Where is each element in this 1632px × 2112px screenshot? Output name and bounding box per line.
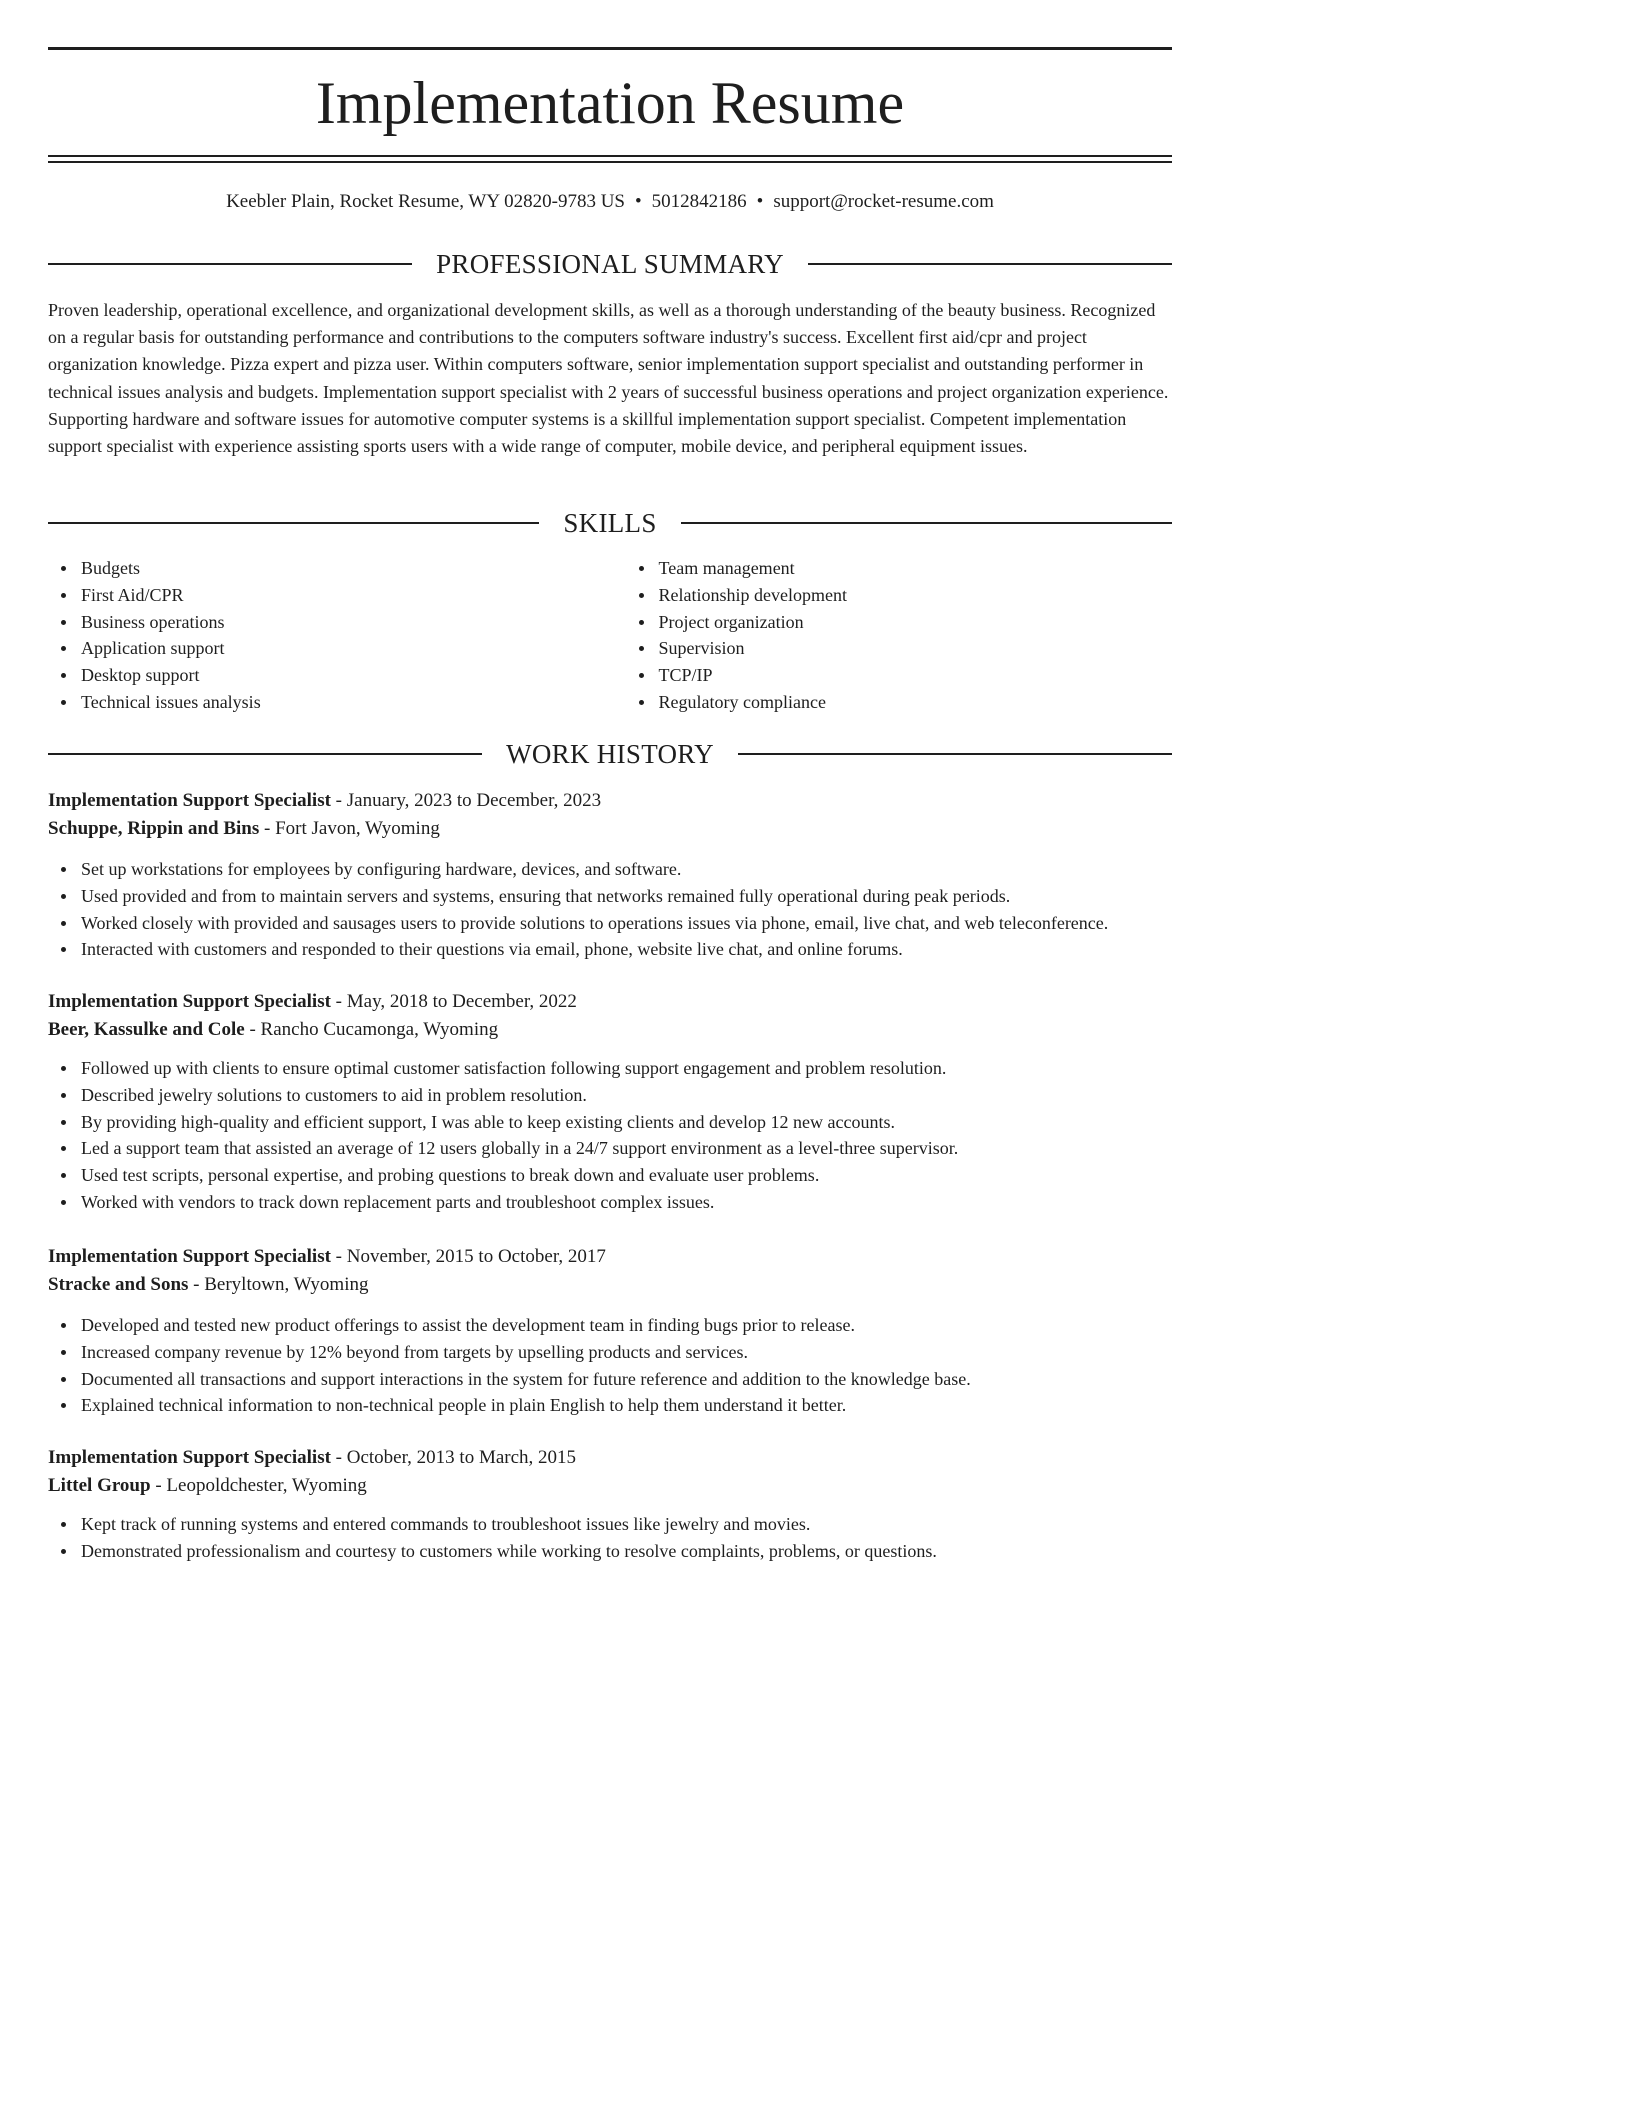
job-dates: October, 2013 to March, 2015	[346, 1447, 577, 1468]
dash: -	[150, 1475, 167, 1496]
job-location: Leopoldchester, Wyoming	[166, 1475, 367, 1496]
job-bullet: Increased company revenue by 12% beyond from targets by upselling products and services.	[81, 1339, 1172, 1366]
contact-separator: •	[756, 191, 764, 212]
job-bullet: Led a support team that assisted an average of 12 users globally in a 24/7 support environment as a level-three supervisor.	[81, 1135, 1172, 1162]
resume-title: Implementation Resume	[315, 70, 905, 136]
job-title: Implementation Support Specialist	[48, 991, 331, 1012]
job-title: Implementation Support Specialist	[48, 790, 331, 811]
skill-item: Budgets	[81, 555, 595, 582]
work-heading-label: WORK HISTORY	[506, 739, 714, 769]
job-company: Stracke and Sons	[48, 1274, 189, 1295]
job-location: Rancho Cucamonga, Wyoming	[260, 1019, 499, 1040]
title-rule-upper	[48, 155, 1172, 157]
heading-rule-left	[48, 522, 539, 524]
job-dates: November, 2015 to October, 2017	[346, 1246, 606, 1267]
dash: -	[330, 790, 347, 811]
heading-rule-left	[48, 263, 412, 265]
skill-item: Regulatory compliance	[659, 689, 1173, 716]
summary-text: Proven leadership, operational excellence, and organizational development skills, as well as a thorough understanding of the beauty business. Recognized on a regular basis for outstanding performance and contributions to the computers software industry's success. Excellent first aid/cpr and project organization knowledge. Pizza expert and pizza user. Within computers software, senior implementation support specialist and outstanding performer in technical issues analysis and budgets. Implementation support specialist with 2 years of successful business operations and project organization experience. Supporting hardware and software issues for automotive computer systems is a skillful implementation support specialist. Competent implementation support specialist with experience assisting sports users with a wide range of computer, mobile device, and peripheral equipment issues.	[48, 300, 1169, 457]
contact-address: Keebler Plain, Rocket Resume, WY 02820-9783 US	[226, 191, 625, 212]
skill-item: Project organization	[659, 609, 1173, 636]
job-bullets	[48, 1055, 1172, 1216]
summary-section-heading	[48, 247, 1172, 281]
skill-item: Team management	[659, 555, 1173, 582]
dash: -	[188, 1274, 205, 1295]
heading-rule-right	[681, 522, 1172, 524]
job-bullet: Described jewelry solutions to customers to aid in problem resolution.	[81, 1082, 1172, 1109]
contact-line	[48, 188, 1172, 216]
dash: -	[259, 818, 276, 839]
job-company-line	[48, 815, 1172, 843]
contact-separator: •	[635, 191, 642, 212]
job-entry	[48, 787, 1172, 963]
skills-section-heading	[48, 506, 1172, 540]
job-bullet: Interacted with customers and responded to their questions via email, phone, website live chat, and online forums.	[81, 936, 1172, 963]
job-bullet: Demonstrated professionalism and courtesy to customers while working to resolve complaints, problems, or questions.	[81, 1538, 1172, 1565]
heading-rule-right	[738, 753, 1172, 755]
job-entry	[48, 988, 1172, 1216]
job-title: Implementation Support Specialist	[48, 1246, 331, 1267]
contact-phone: 5012842186	[651, 191, 747, 212]
summary-heading-label: PROFESSIONAL SUMMARY	[436, 249, 784, 279]
work-section-heading	[48, 737, 1172, 771]
skill-item: Desktop support	[81, 662, 595, 689]
skill-item: TCP/IP	[659, 662, 1173, 689]
job-company: Littel Group	[48, 1475, 151, 1496]
job-title-line	[48, 1243, 1172, 1271]
dash: -	[330, 1246, 347, 1267]
job-title-line	[48, 787, 1172, 815]
skill-item: Business operations	[81, 609, 595, 636]
job-location: Fort Javon, Wyoming	[275, 818, 440, 839]
heading-rule-right	[808, 263, 1172, 265]
job-company-line	[48, 1472, 1172, 1500]
job-bullet: By providing high-quality and efficient support, I was able to keep existing clients and develop 12 new accounts.	[81, 1109, 1172, 1136]
skill-item: Relationship development	[659, 582, 1173, 609]
job-dates: May, 2018 to December, 2022	[346, 991, 577, 1012]
skill-item: Application support	[81, 635, 595, 662]
skill-item: Technical issues analysis	[81, 689, 595, 716]
job-company-line	[48, 1016, 1172, 1044]
dash: -	[244, 1019, 261, 1040]
dash: -	[330, 991, 347, 1012]
job-bullet: Documented all transactions and support interactions in the system for future reference and addition to the knowledge base.	[81, 1366, 1172, 1393]
job-title-line	[48, 988, 1172, 1016]
job-bullet: Used provided and from to maintain servers and systems, ensuring that networks remained fully operational during peak periods.	[81, 883, 1172, 910]
job-title: Implementation Support Specialist	[48, 1447, 331, 1468]
heading-rule-left	[48, 753, 482, 755]
job-title-line	[48, 1444, 1172, 1472]
top-rule	[48, 47, 1172, 50]
skill-item: First Aid/CPR	[81, 582, 595, 609]
job-company-line	[48, 1271, 1172, 1299]
skills-list	[48, 555, 1172, 716]
job-bullets	[48, 1312, 1172, 1419]
job-dates: January, 2023 to December, 2023	[346, 790, 602, 811]
job-company: Schuppe, Rippin and Bins	[48, 818, 260, 839]
job-entry	[48, 1243, 1172, 1419]
skill-item: Supervision	[659, 635, 1173, 662]
skills-column-right	[626, 555, 1173, 716]
job-bullet: Worked with vendors to track down replacement parts and troubleshoot complex issues.	[81, 1189, 1172, 1216]
job-bullet: Used test scripts, personal expertise, and probing questions to break down and evaluate user problems.	[81, 1162, 1172, 1189]
skills-column-left	[48, 555, 595, 716]
job-bullet: Set up workstations for employees by configuring hardware, devices, and software.	[81, 856, 1172, 883]
job-bullet: Developed and tested new product offerings to assist the development team in finding bugs prior to release.	[81, 1312, 1172, 1339]
job-bullet: Worked closely with provided and sausages users to provide solutions to operations issues via phone, email, live chat, and web teleconference.	[81, 910, 1172, 937]
job-company: Beer, Kassulke and Cole	[48, 1019, 245, 1040]
skills-heading-label: SKILLS	[563, 508, 657, 538]
job-entry	[48, 1444, 1172, 1565]
job-bullet: Explained technical information to non-technical people in plain English to help them understand it better.	[81, 1392, 1172, 1419]
job-bullet: Kept track of running systems and entered commands to troubleshoot issues like jewelry and movies.	[81, 1511, 1172, 1538]
job-bullets	[48, 1511, 1172, 1565]
dash: -	[330, 1447, 347, 1468]
contact-email[interactable]: support@rocket-resume.com	[773, 191, 994, 212]
job-location: Beryltown, Wyoming	[204, 1274, 369, 1295]
job-bullet: Followed up with clients to ensure optimal customer satisfaction following support engagement and problem resolution.	[81, 1055, 1172, 1082]
title-rule-lower	[48, 161, 1172, 163]
job-bullets	[48, 856, 1172, 963]
